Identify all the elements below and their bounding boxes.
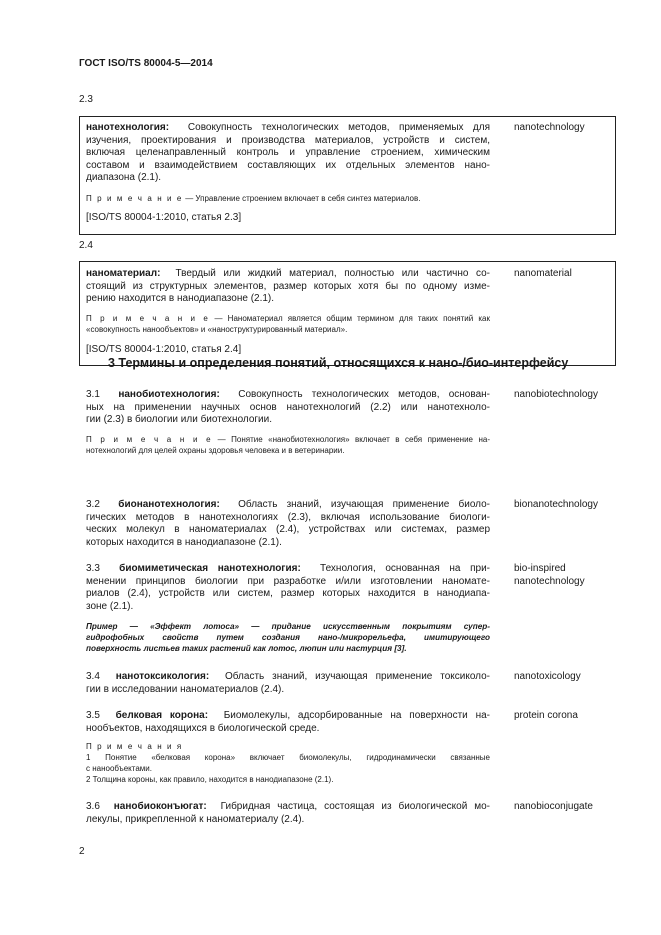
english-term-2-3: nanotechnology: [514, 122, 585, 133]
chapter-title: 3 Термины и определения понятий, относящихся к нано-/био-интерфейсу: [108, 356, 569, 370]
definition-2-3: нанотехнология: Совокупность технологических методов, применяемых для изучения, проектирования и производства материалов, устройств и систем, включая целенаправленный контроль и управление строением, химическим составом и взаимодействием составляющих их отдельных элементов нано- диапазона (2.1).: [86, 122, 490, 184]
document-header: ГОСТ ISO/TS 80004-5—2014: [79, 58, 213, 69]
section-number-3-3: 3.3: [86, 563, 100, 574]
definition-3-5: 3.5 белковая корона: Биомолекулы, адсорбированные на поверхности на- нообъектов, находящихся в биологической среде.: [86, 710, 490, 734]
english-term-3-6: nanobioconjugate: [514, 801, 593, 812]
definition-2-4: наноматериал: Твердый или жидкий материал, полностью или частично со- стоящий из структурных элементов, размер которых хотя бы по одному изме- рению находится в нанодиапазоне (2.1).: [86, 268, 490, 305]
section-number-2-4: 2.4: [79, 240, 93, 251]
definition-3-6: 3.6 нанобиоконъюгат: Гибридная частица, состоящая из биологической мо- лекулы, прикрепленной к наноматериалу (2.4).: [86, 801, 490, 825]
term-3-1: нанобиотехнология:: [118, 389, 220, 400]
term-3-2: бионанотехнология:: [118, 499, 220, 510]
english-term-2-4: nanomaterial: [514, 268, 572, 279]
section-number-3-2: 3.2: [86, 499, 100, 510]
reference-2-4: [ISO/TS 80004-1:2010, статья 2.4]: [86, 344, 242, 355]
term-2-3: нанотехнология:: [86, 122, 170, 133]
english-term-3-1: nanobiotechnology: [514, 389, 598, 400]
english-term-3-5: protein corona: [514, 710, 578, 721]
reference-2-3: [ISO/TS 80004-1:2010, статья 2.3]: [86, 212, 242, 223]
term-2-4: наноматериал:: [86, 268, 161, 279]
section-number-3-5: 3.5: [86, 710, 100, 721]
term-3-4: нанотоксикология:: [115, 671, 210, 682]
term-3-6: нанобиоконъюгат:: [113, 801, 207, 812]
english-term-3-4: nanotoxicology: [514, 671, 581, 682]
section-number-3-4: 3.4: [86, 671, 100, 682]
section-number-3-1: 3.1: [86, 389, 100, 400]
definition-3-3: 3.3 биомиметическая нанотехнология: Технология, основанная на при- менении принципов биологии при разработке и/или изготовлении наноматe- риалов (2.4), устройств или систем, размер которых находится в нанодиапа- зоне (2.1).: [86, 563, 491, 612]
example-3-3: Пример — «Эффект лотоса» — придание искусственным покрытиям супер- гидрофобных свойств путем создания нано-/микрорельефа, имитирующего поверхность листьев таких растений как лотос, люпин или настурция [3].: [86, 622, 490, 653]
page-number: 2: [79, 846, 85, 857]
section-number-2-3: 2.3: [79, 94, 93, 105]
definition-3-1: 3.1 нанобиотехнология: Совокупность технологических методов, основан- ных на применении научных основ нанотехнологий (2.2) или нанотехноло- гии (2.3) в биологии или биотехнологии.: [86, 389, 490, 426]
term-3-5: белковая корона:: [115, 710, 209, 721]
english-term-3-2: bionanotechnology: [514, 499, 598, 510]
note-2-4: П р и м е ч а н и е — Наноматериал является общим термином для таких понятий как «совокупность нанообъектов» и «наноструктурированный материал».: [86, 314, 490, 334]
definition-3-4: 3.4 нанотоксикология: Область знаний, изучающая применение токсиколо- гии в исследовании наноматериалов (2.4).: [86, 671, 491, 695]
section-number-3-6: 3.6: [86, 801, 100, 812]
definition-3-2: 3.2 бионанотехнология: Область знаний, изучающая применение биоло- гических методов в нанотехнологиях (2.3), включая использование биологи- ческих молекул в наноматериалах (2.4), устройствах или системах, размер которых находится в нанодиапазоне (2.1).: [86, 499, 491, 548]
term-3-3: биомиметическая нанотехнология:: [119, 563, 301, 574]
notes-3-5: П р и м е ч а н и я 1 Понятие «белковая корона» включает биомолекулы, гидродинамически связанные с нанообъектами. 2 Толщина короны, как правило, находится в нанодиапазоне (2.1).: [86, 742, 490, 784]
english-term-3-3: bio-inspired nanotechnology: [514, 563, 585, 587]
note-3-1: П р и м е ч а н и е — Понятие «нанобиотехнология» включает в себя применение на- нотехнологий для целей охраны здоровья человека и в ветеринарии.: [86, 435, 490, 455]
note-2-3: П р и м е ч а н и е — Управление строением включает в себя синтез материалов.: [86, 194, 421, 203]
